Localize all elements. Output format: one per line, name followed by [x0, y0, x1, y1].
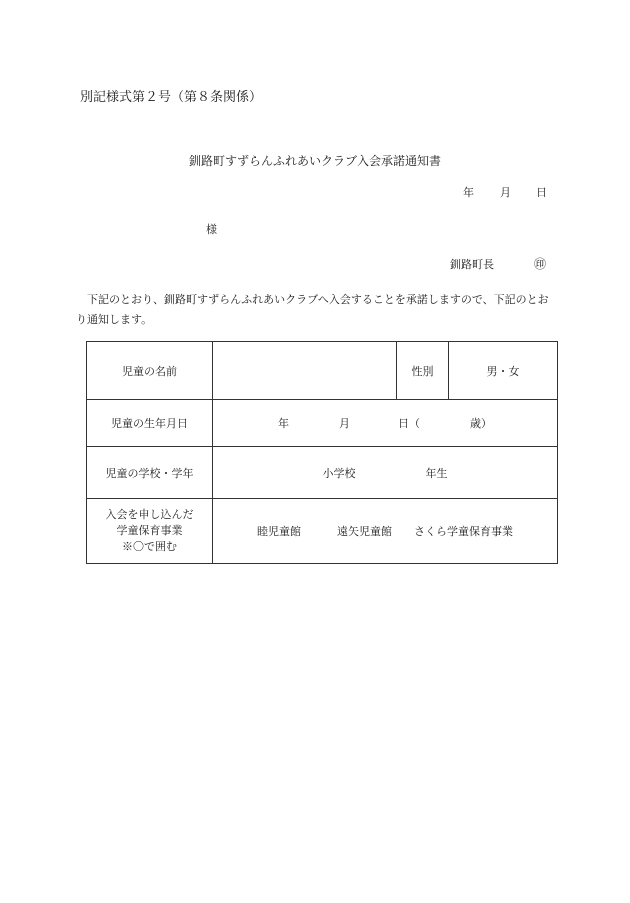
- birth-age-label: 歳）: [470, 417, 492, 430]
- program-option-toya[interactable]: 遠矢児童館: [337, 525, 392, 538]
- gender-label: 性別: [397, 342, 449, 400]
- school-grade-field[interactable]: [213, 447, 558, 499]
- seal-mark: ㊞: [534, 257, 547, 271]
- program-label: [87, 499, 213, 564]
- notice-body: 下記のとおり、釧路町すずらんふれあいクラブへ入会することを承諾しますので、下記のとおり通知します。: [76, 293, 549, 326]
- recipient-honorific: 様: [206, 223, 217, 236]
- child-name-field[interactable]: [213, 342, 397, 400]
- school-grade-label: 児童の学校・学年: [87, 447, 213, 499]
- date-year-label: 年: [463, 186, 474, 199]
- birthdate-label: 児童の生年月日: [87, 400, 213, 447]
- gender-options[interactable]: 男・女: [449, 342, 558, 400]
- program-label-line-3: ※〇で囲む: [122, 540, 177, 553]
- program-label-line-1: 入会を申し込んだ: [105, 508, 194, 521]
- birthdate-field[interactable]: [213, 400, 558, 447]
- program-options: [213, 499, 558, 564]
- birth-day-label: 日（: [398, 417, 420, 430]
- date-day-label: 日: [536, 186, 547, 199]
- birth-month-label: 月: [339, 417, 350, 430]
- program-option-sakura[interactable]: さくら学童保育事業: [414, 525, 513, 538]
- grade-suffix-label: 年生: [425, 466, 448, 480]
- table-row: [87, 400, 558, 447]
- program-option-mutsumi[interactable]: 睦児童館: [257, 525, 301, 538]
- birth-year-label: 年: [278, 417, 289, 430]
- school-suffix-label: 小学校: [322, 466, 356, 480]
- date-month-label: 月: [500, 186, 511, 199]
- program-label-line-2: 学童保育事業: [116, 524, 183, 537]
- table-row: [87, 447, 558, 499]
- table-row: [87, 499, 558, 564]
- child-name-label: 児童の名前: [87, 342, 213, 400]
- application-table: [86, 341, 558, 564]
- form-number-label: 別記様式第２号（第８条関係）: [80, 90, 263, 105]
- table-row: [87, 342, 558, 400]
- document-title: 釧路町すずらんふれあいクラブ入会承諾通知書: [188, 154, 442, 168]
- issuer-name: 釧路町長: [450, 258, 494, 271]
